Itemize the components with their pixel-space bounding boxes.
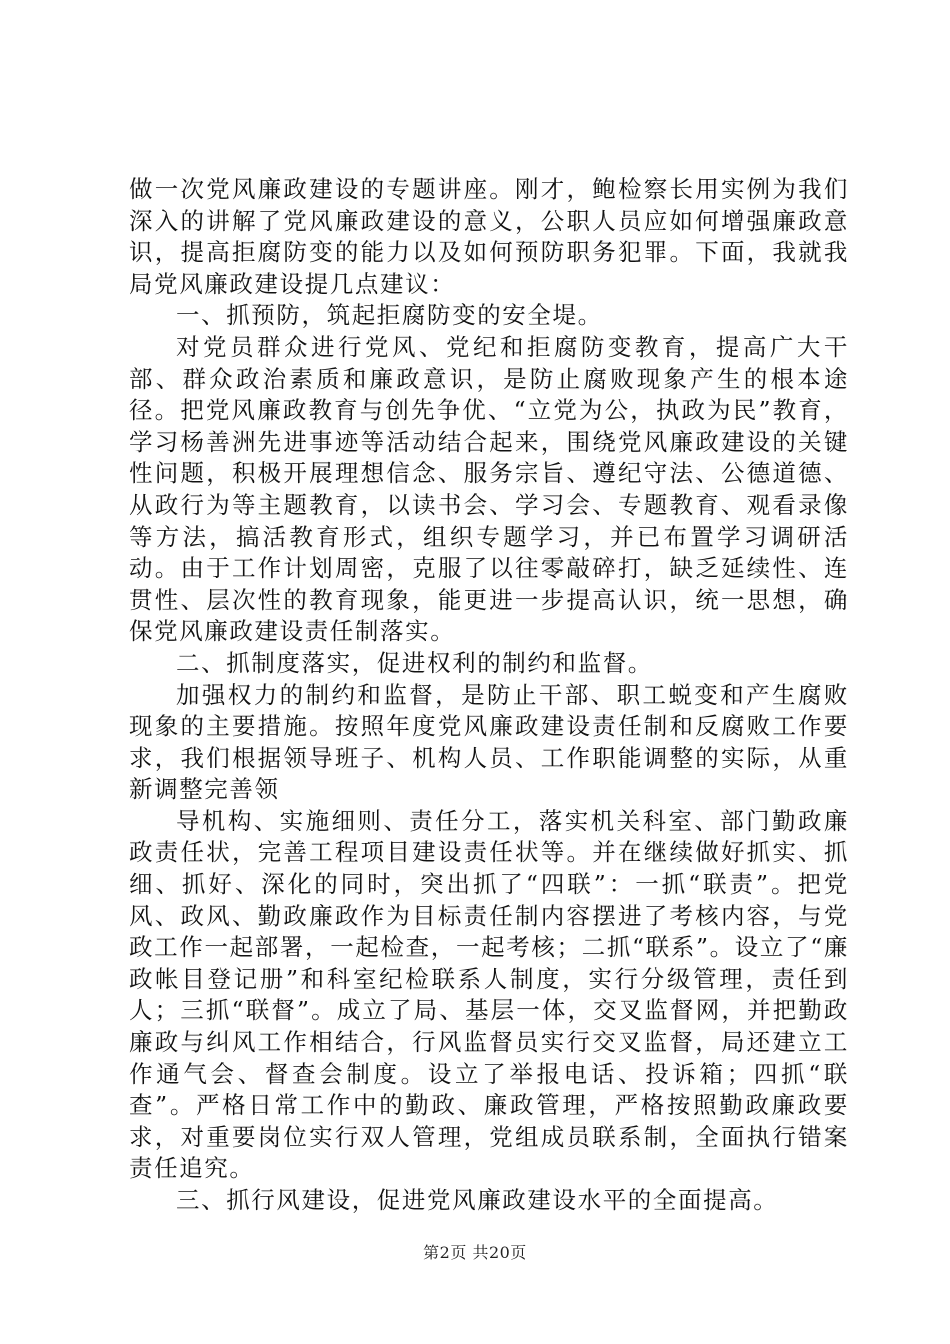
paragraph-section-1: 对党员群众进行党风、党纪和拒腐防变教育，提高广大干部、群众政治素质和廉政意识，是防止腐败现象产生的根本途径。把党风廉政教育与创先争优、“立党为公，执政为民”教育，学习杨善洲先进事迹等活动结合起来，围绕党风廉政建设的关键性问题，积极开展理想信念、服务宗旨、遵纪守法、公德道德、从政行为等主题教育，以读书会、学习会、专题教育、观看录像等方法，搞活教育形式，组织专题学习，并已布置学习调研活动。由于工作计划周密，克服了以往零敲碎打，缺乏延续性、连贯性、层次性的教育现象，能更进一步提高认识，统一思想，确保党风廉政建设责任制落实。 (129, 332, 849, 646)
section-heading-2: 二、抓制度落实，促进权利的制约和监督。 (176, 648, 653, 677)
paragraph-section-2b: 导机构、实施细则、责任分工，落实机关科室、部门勤政廉政责任状，完善工程项目建设责任状等。并在继续做好抓实、抓细、抓好、深化的同时，突出抓了“四联”：一抓“联责”。把党风、政风、勤政廉政作为目标责任制内容摆进了考核内容，与党政工作一起部署，一起检查，一起考核；二抓“联系”。设立了“廉政帐目登记册”和科室纪检联系人制度，实行分级管理，责任到人；三抓“联督”。成立了局、基层一体，交叉监督网，并把勤政廉政与纠风工作相结合，行风监督员实行交叉监督，局还建立工作通气会、督查会制度。设立了举报电话、投诉箱；四抓“联查”。严格日常工作中的勤政、廉政管理，严格按照勤政廉政要求，对重要岗位实行双人管理，党组成员联系制，全面执行错案责任追究。 (129, 806, 849, 1183)
section-heading-1: 一、抓预防，筑起拒腐防变的安全堤。 (176, 301, 603, 330)
paragraph-intro: 做一次党风廉政建设的专题讲座。刚才，鲍检察长用实例为我们深入的讲解了党风廉政建设的意义，公职人员应如何增强廉政意识，提高拒腐防变的能力以及如何预防职务犯罪。下面，我就我局党风廉政建设提几点建议： (129, 175, 849, 298)
document-body (129, 174, 849, 1217)
section-heading-3: 三、抓行风建设，促进党风廉政建设水平的全面提高。 (176, 1186, 779, 1214)
paragraph-section-2a: 加强权力的制约和监督，是防止干部、职工蜕变和产生腐败现象的主要措施。按照年度党风廉政建设责任制和反腐败工作要求，我们根据领导班子、机构人员、工作职能调整的实际，从重新调整完善领 (129, 680, 849, 804)
page-number-footer: 第2页 共20页 (423, 1243, 527, 1262)
